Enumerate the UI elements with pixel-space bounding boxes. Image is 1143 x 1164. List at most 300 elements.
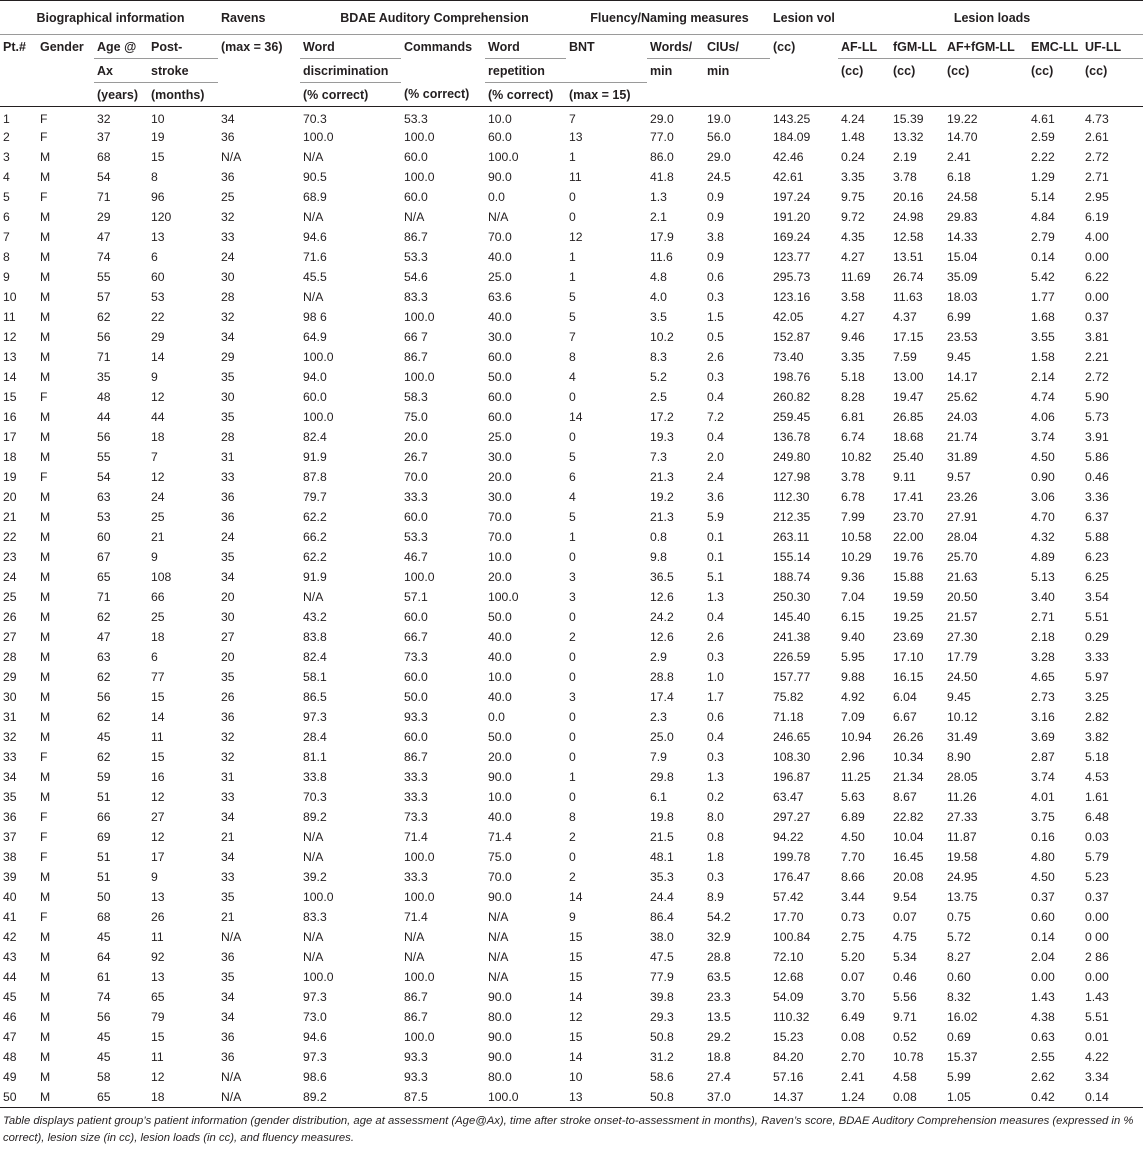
table-cell: 8.3 [650, 350, 667, 364]
table-cell: 34 [221, 112, 235, 126]
table-cell: 26.74 [893, 270, 924, 284]
table-cell: 2.1 [650, 210, 667, 224]
table-cell: 72.10 [773, 950, 804, 964]
column-header: Ax [94, 59, 148, 83]
table-cell: 100.0 [404, 850, 435, 864]
table-cell: 28.4 [303, 730, 327, 744]
group-header-row [0, 1, 1143, 35]
table-cell: 0.00 [1085, 290, 1109, 304]
table-cell: 10.29 [841, 550, 872, 564]
table-cell: 0.3 [707, 750, 724, 764]
table-cell: 34 [3, 770, 17, 784]
table-cell: 54 [97, 170, 111, 184]
table-cell: M [40, 230, 51, 244]
table-cell: 29 [3, 670, 17, 684]
table-cell: 13.00 [893, 370, 924, 384]
table-cell: 26.85 [893, 410, 924, 424]
table-cell: 90.5 [303, 170, 327, 184]
table-cell: 9.11 [893, 470, 916, 484]
table-cell: 23 [3, 550, 17, 564]
table-cell: 39 [3, 870, 17, 884]
table-cell: 86.7 [404, 990, 428, 1004]
table-cell: 70.0 [488, 230, 512, 244]
table-cell: 143.25 [773, 112, 811, 126]
table-footnote: Table displays patient group’s patient information (gender distribution, age at assessment (Age@Ax), time after stroke onset-to-assessment in months), Raven’s score, BDAE Auditory Comprehension measures (expressed in % correct), lesion size (in cc), lesion loads (in cc), and fluency measures. [3, 1115, 1134, 1144]
table-cell: 12.6 [650, 630, 674, 644]
table-cell: 25.62 [947, 390, 978, 404]
table-cell: 16.45 [893, 850, 924, 864]
table-cell: 23.53 [947, 330, 978, 344]
table-cell: 32 [3, 730, 17, 744]
table-cell: 71.4 [488, 830, 512, 844]
table-cell: 1.58 [1031, 350, 1055, 364]
table-cell: 3 [3, 150, 10, 164]
table-cell: 79 [151, 1010, 165, 1024]
table-cell: 53.3 [404, 112, 428, 126]
table-cell: 3 [569, 590, 576, 604]
table-row [0, 847, 1143, 867]
table-cell: 0.00 [1085, 250, 1109, 264]
table-cell: 71 [97, 350, 111, 364]
table-cell: 2.19 [893, 150, 917, 164]
table-cell: M [40, 950, 51, 964]
table-cell: 40.0 [488, 250, 512, 264]
table-cell: 39.8 [650, 990, 674, 1004]
table-cell: 32 [221, 750, 235, 764]
table-cell: 10.34 [893, 750, 924, 764]
table-cell: 112.30 [773, 490, 810, 504]
column-header: min [707, 63, 730, 78]
table-cell: 7.04 [841, 590, 865, 604]
table-cell: 45.5 [303, 270, 327, 284]
table-cell: 17.2 [650, 410, 674, 424]
table-cell: 60.0 [404, 730, 428, 744]
table-row [0, 547, 1143, 567]
table-cell: 13 [151, 230, 165, 244]
table-cell: 54.2 [707, 910, 731, 924]
table-cell: 35 [221, 550, 235, 564]
table-cell: 45 [97, 730, 111, 744]
table-cell: 31.2 [650, 1050, 674, 1064]
column-header: stroke [148, 59, 218, 83]
table-cell: 5 [569, 310, 576, 324]
table-cell: 4.50 [841, 830, 865, 844]
table-cell: 6.74 [841, 430, 865, 444]
table-cell: 82.4 [303, 650, 327, 664]
table-cell: M [40, 890, 51, 904]
table-cell: N/A [488, 950, 509, 964]
table-cell: 30 [3, 690, 17, 704]
table-cell: 0.37 [1031, 890, 1055, 904]
table-cell: 0 [569, 610, 576, 624]
table-cell: 7.2 [707, 410, 724, 424]
table-cell: 44 [3, 970, 17, 984]
table-cell: 70.3 [303, 790, 327, 804]
table-cell: 6.18 [947, 170, 971, 184]
table-cell: 2.75 [841, 930, 865, 944]
table-cell: 48 [97, 390, 111, 404]
table-cell: 31.49 [947, 730, 978, 744]
table-cell: M [40, 410, 51, 424]
table-cell: 11 [3, 310, 16, 324]
table-cell: 66 [97, 810, 111, 824]
table-cell: 2.04 [1031, 950, 1055, 964]
table-cell: 295.73 [773, 270, 811, 284]
table-cell: 42.05 [773, 310, 804, 324]
table-cell: 75.82 [773, 690, 804, 704]
table-cell: 6.23 [1085, 550, 1109, 564]
column-header: (cc) [841, 63, 864, 78]
table-row [0, 667, 1143, 687]
table-cell: 6 [151, 250, 158, 264]
table-cell: 36 [3, 810, 17, 824]
table-cell: 27 [151, 810, 165, 824]
table-cell: 64 [97, 950, 111, 964]
table-row [0, 727, 1143, 747]
table-cell: 1 [569, 250, 576, 264]
table-cell: 6.78 [841, 490, 865, 504]
table-cell: 18.03 [947, 290, 978, 304]
table-cell: 50.0 [488, 610, 512, 624]
table-cell: 14 [151, 350, 165, 364]
table-cell: 8.9 [707, 890, 724, 904]
table-cell: 14.33 [947, 230, 978, 244]
table-cell: 60.0 [404, 190, 428, 204]
table-cell: 0.3 [707, 650, 724, 664]
table-cell: 70.0 [488, 510, 512, 524]
table-cell: M [40, 970, 51, 984]
table-cell: 29.3 [650, 1010, 674, 1024]
table-cell: 86.7 [404, 750, 428, 764]
table-cell: 3.91 [1085, 430, 1109, 444]
table-cell: 36 [221, 170, 235, 184]
table-cell: 22.82 [893, 810, 924, 824]
table-cell: 2.6 [707, 630, 724, 644]
table-cell: 75.0 [404, 410, 428, 424]
table-row [0, 1047, 1143, 1067]
table-cell: 97.3 [303, 710, 327, 724]
column-header-row [0, 59, 1143, 83]
table-cell: 0.0 [488, 710, 505, 724]
table-cell: 25.70 [947, 550, 978, 564]
column-header: (cc) [1031, 63, 1054, 78]
table-cell: 5.99 [947, 1070, 971, 1084]
table-cell: 5.79 [1085, 850, 1109, 864]
table-cell: 9.40 [841, 630, 865, 644]
table-cell: 37.0 [704, 1087, 770, 1108]
table-cell: M [40, 270, 51, 284]
table-cell: 90.0 [488, 890, 512, 904]
table-cell: 197.24 [773, 190, 811, 204]
table-cell: 6.19 [1085, 210, 1109, 224]
table-cell: N/A [404, 930, 425, 944]
table-cell: 0.08 [841, 1030, 865, 1044]
table-cell: 71 [97, 590, 111, 604]
table-cell: 26.7 [404, 450, 428, 464]
table-cell: 7.59 [893, 350, 917, 364]
table-cell: 14.17 [947, 370, 978, 384]
table-cell: 12 [3, 330, 17, 344]
table-cell: 4.50 [1031, 870, 1055, 884]
table-cell: 73.3 [404, 650, 428, 664]
table-cell: 3.70 [841, 990, 865, 1004]
table-cell: 0 [569, 730, 576, 744]
table-cell: M [40, 250, 51, 264]
table-row [0, 767, 1143, 787]
table-cell: 29.83 [947, 210, 978, 224]
column-header: (% correct) [485, 83, 566, 107]
table-cell: 35.09 [947, 270, 978, 284]
table-cell: 32 [221, 210, 235, 224]
table-cell: 62 [97, 610, 111, 624]
table-cell: 18.68 [893, 430, 924, 444]
table-cell: 9.72 [841, 210, 865, 224]
table-cell: 30 [221, 270, 235, 284]
table-cell: 21.5 [650, 830, 674, 844]
column-header: AF-LL [838, 35, 890, 59]
table-cell: 4.84 [1031, 210, 1055, 224]
table-cell: 63.5 [707, 970, 731, 984]
table-cell: 42 [3, 930, 17, 944]
table-cell: 8.0 [707, 810, 724, 824]
table-cell: 8.90 [947, 750, 971, 764]
table-cell: N/A [303, 590, 324, 604]
table-cell: 20 [221, 650, 235, 664]
table-cell: 8 [151, 170, 158, 184]
column-header: (% correct) [300, 83, 401, 107]
column-header [1028, 83, 1082, 107]
table-cell: 98 6 [303, 310, 327, 324]
table-cell: 15.23 [773, 1030, 804, 1044]
table-cell: 5.20 [841, 950, 865, 964]
table-cell: 110.32 [773, 1010, 810, 1024]
table-cell: 25.0 [488, 270, 512, 284]
table-cell: 9.71 [893, 1010, 917, 1024]
table-cell: 5.34 [893, 950, 917, 964]
table-cell: 2.62 [1031, 1070, 1055, 1084]
table-cell: 15 [569, 930, 583, 944]
table-cell: 4 [3, 170, 10, 184]
table-cell: 93.3 [404, 1070, 428, 1084]
table-cell: 0 [569, 210, 576, 224]
table-cell: 30 [221, 610, 235, 624]
table-cell: 1.0 [707, 670, 724, 684]
table-cell: M [40, 450, 51, 464]
table-cell: 5.86 [1085, 450, 1109, 464]
table-cell: 0.3 [707, 290, 724, 304]
table-cell: 1.48 [841, 130, 865, 144]
table-cell: 51 [97, 870, 111, 884]
table-cell: 23.26 [947, 490, 978, 504]
table-cell: 0.46 [893, 970, 917, 984]
table-cell: 0.4 [707, 390, 724, 404]
table-cell: 27.33 [947, 810, 978, 824]
table-cell: 47 [3, 1030, 17, 1044]
table-body [0, 107, 1143, 1108]
table-cell: 33 [3, 750, 17, 764]
table-cell: 5.42 [1031, 270, 1055, 284]
table-cell: 4.24 [841, 112, 865, 126]
table-cell: 15 [569, 1030, 583, 1044]
table-cell: 21 [151, 530, 165, 544]
table-cell: 9 [151, 370, 158, 384]
table-cell: 2.73 [1031, 690, 1055, 704]
column-header [0, 83, 37, 107]
table-cell: 60 [97, 530, 111, 544]
table-row [0, 267, 1143, 287]
table-cell: 21 [3, 510, 17, 524]
table-cell: 19.8 [650, 810, 674, 824]
table-cell: 1.5 [707, 310, 724, 324]
table-row [0, 987, 1143, 1007]
table-cell: 87.8 [303, 470, 327, 484]
table-cell: 2.4 [707, 470, 724, 484]
table-cell: 1.3 [650, 190, 667, 204]
table-cell: 34 [221, 1010, 235, 1024]
table-cell: 35 [221, 370, 235, 384]
table-cell: 40.0 [488, 690, 512, 704]
table-cell: 50.0 [488, 370, 512, 384]
table-cell: 5.73 [1085, 410, 1109, 424]
table-cell: 68 [97, 910, 111, 924]
table-cell: 27 [3, 630, 17, 644]
table-cell: N/A [303, 830, 324, 844]
table-cell: 10.94 [841, 730, 872, 744]
table-cell: 8 [569, 810, 576, 824]
table-cell: 4.22 [1085, 1050, 1109, 1064]
table-cell: 19.59 [893, 590, 924, 604]
table-cell: 24.4 [650, 890, 674, 904]
table-cell: 0 [569, 750, 576, 764]
table-cell: 15.39 [893, 112, 924, 126]
table-cell: 260.82 [773, 390, 811, 404]
table-cell: 70.3 [303, 112, 327, 126]
table-cell: M [40, 370, 51, 384]
table-row [0, 967, 1143, 987]
table-cell: M [40, 790, 51, 804]
table-cell: 2.71 [1031, 610, 1055, 624]
table-row [0, 107, 1143, 128]
column-header [37, 83, 94, 107]
column-header-row [0, 83, 1143, 107]
table-cell: 33 [221, 230, 235, 244]
table-cell: 10.78 [893, 1050, 924, 1064]
group-header: BDAE Auditory Comprehension [300, 1, 566, 35]
table-cell: 86.0 [650, 150, 674, 164]
table-cell: F [40, 190, 48, 204]
table-cell: 24.95 [947, 870, 978, 884]
table-cell: 91.9 [303, 450, 327, 464]
table-cell: 50 [97, 890, 111, 904]
table-cell: M [40, 730, 51, 744]
table-cell: 3.33 [1085, 650, 1109, 664]
table-cell: 35.3 [650, 870, 674, 884]
table-cell: 0.07 [841, 970, 865, 984]
table-cell: 3.34 [1085, 1070, 1109, 1084]
table-cell: 250.30 [773, 590, 811, 604]
table-cell: M [40, 510, 51, 524]
table-cell: 61 [97, 970, 111, 984]
table-cell: N/A [488, 930, 509, 944]
table-cell: 1 [569, 530, 576, 544]
table-cell: 57.42 [773, 890, 804, 904]
table-cell: 45 [3, 990, 17, 1004]
table-cell: 70.0 [404, 470, 428, 484]
table-cell: 60.0 [404, 150, 428, 164]
table-cell: 6.37 [1085, 510, 1109, 524]
table-cell: 29.8 [650, 770, 674, 784]
table-cell: 40.0 [488, 650, 512, 664]
table-cell: 9.45 [947, 350, 971, 364]
table-cell: 0.01 [1085, 1030, 1109, 1044]
table-cell: 86.7 [404, 350, 428, 364]
table-row [0, 487, 1143, 507]
table-cell: 25 [151, 610, 165, 624]
table-cell: 3.82 [1085, 730, 1109, 744]
table-cell: 35 [221, 970, 235, 984]
table-cell: 36.5 [650, 570, 674, 584]
table-cell: 58.1 [303, 670, 327, 684]
table-cell: 100.0 [404, 970, 435, 984]
table-cell: 80.0 [488, 1070, 512, 1084]
table-cell: 15.04 [947, 250, 978, 264]
table-cell: F [40, 750, 48, 764]
table-cell: M [40, 350, 51, 364]
table-cell: 56 [97, 330, 111, 344]
table-row [0, 827, 1143, 847]
table-cell: 90.0 [488, 770, 512, 784]
table-cell: 3.6 [707, 490, 724, 504]
table-cell: 11.25 [841, 770, 871, 784]
table-cell: 73.3 [404, 810, 428, 824]
table-cell: 24 [151, 490, 165, 504]
table-cell: 12 [151, 790, 165, 804]
table-cell: 176.47 [773, 870, 811, 884]
table-cell: M [40, 1030, 51, 1044]
table-cell: 4.80 [1031, 850, 1055, 864]
table-cell: 35 [221, 410, 235, 424]
table-cell: 68 [97, 150, 111, 164]
group-header: Lesion vol [770, 1, 838, 35]
table-cell: 33 [221, 790, 235, 804]
table-cell: 82.4 [303, 430, 327, 444]
table-cell: 4.92 [841, 690, 865, 704]
table-cell: 155.14 [773, 550, 811, 564]
table-cell: 2.0 [707, 450, 724, 464]
table-row [0, 427, 1143, 447]
table-cell: 5.95 [841, 650, 865, 664]
column-header: (max = 15) [566, 83, 647, 107]
table-cell: M [40, 550, 51, 564]
table-cell: 2.55 [1031, 1050, 1055, 1064]
table-cell: 4.50 [1031, 450, 1055, 464]
table-cell: 13.75 [947, 890, 978, 904]
table-cell: 0 [569, 850, 576, 864]
table-cell: 7.3 [650, 450, 667, 464]
table-cell: 5.51 [1085, 610, 1109, 624]
table-cell: M [37, 1087, 94, 1108]
table-row [0, 327, 1143, 347]
table-cell: N/A [303, 930, 324, 944]
table-cell: 6.99 [947, 310, 971, 324]
table-cell: 0.29 [1085, 630, 1109, 644]
table-cell: 98.6 [303, 1070, 327, 1084]
table-cell: 7 [569, 112, 576, 126]
table-cell: 1.24 [838, 1087, 890, 1108]
column-header: (cc) [1085, 63, 1108, 78]
table-cell: 24 [221, 530, 235, 544]
table-cell: 73.0 [303, 1010, 327, 1024]
